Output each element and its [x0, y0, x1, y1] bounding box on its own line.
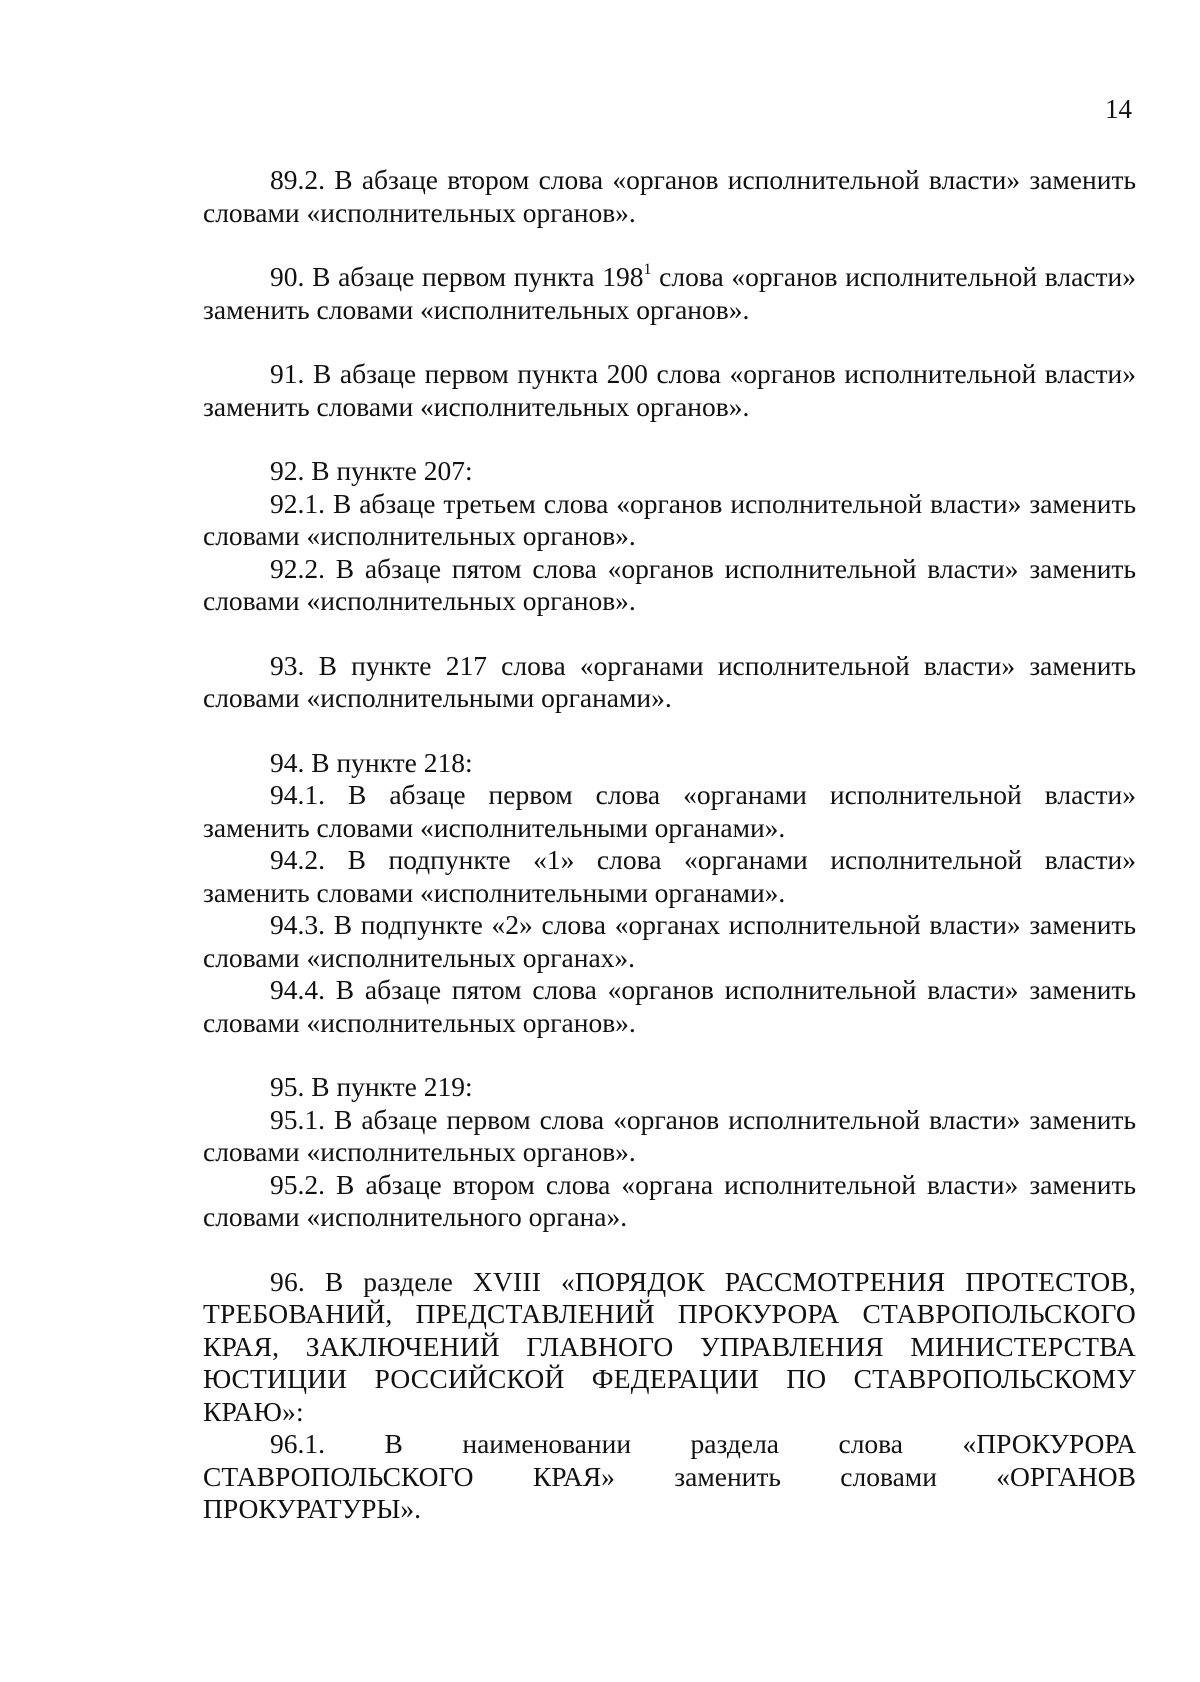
item-90 — [203, 261, 1136, 326]
paragraph: 95.2. В абзаце втором слова «органа исполнительной власти» заменить словами «исполнительного органа». — [203, 1168, 1136, 1232]
paragraph: 95. В пункте 219: — [270, 1071, 473, 1102]
paragraph: 92. В пункте 207: — [270, 455, 473, 486]
paragraph: 94.3. В подпункте «2» слова «органах исполнительной власти» заменить словами «исполнительных органах». — [203, 909, 1136, 973]
item-95 — [203, 1071, 1136, 1234]
paragraph: 96. В разделе XVIII «ПОРЯДОК РАССМОТРЕНИЯ ПРОТЕСТОВ, ТРЕБОВАНИЙ, ПРЕДСТАВЛЕНИЙ ПРОКУРОРА СТАВРОПОЛЬСКОГО КРАЯ, ЗАКЛЮЧЕНИЙ ГЛАВНОГО УПРАВЛЕНИЯ МИНИСТЕРСТВА ЮСТИЦИИ РОССИЙСКОЙ ФЕДЕРАЦИИ ПО СТАВРОПОЛЬСКОМУ КРАЮ»: — [203, 1265, 1136, 1427]
paragraph: 91. В абзаце первом пункта 200 слова «органов исполнительной власти» заменить словами «исполнительных органов». — [203, 358, 1136, 422]
paragraph: 94.4. В абзаце пятом слова «органов исполнительной власти» заменить словами «исполнительных органов». — [203, 974, 1136, 1038]
superscript-number: 1 — [643, 260, 652, 278]
item-94 — [203, 747, 1136, 1040]
paragraph: 94.1. В абзаце первом слова «органами исполнительной власти» заменить словами «исполнительными органами». — [203, 779, 1136, 843]
item-92 — [203, 455, 1136, 618]
item-89-2 — [203, 164, 1136, 229]
document-body — [203, 164, 1136, 1558]
item-93 — [203, 650, 1136, 715]
item-91 — [203, 358, 1136, 423]
paragraph: 89.2. В абзаце втором слова «органов исполнительной власти» заменить словами «исполнительных органов». — [203, 164, 1136, 228]
paragraph — [203, 261, 1136, 326]
paragraph: 95.1. В абзаце первом слова «органов исполнительной власти» заменить словами «исполнительных органов». — [203, 1103, 1136, 1167]
paragraph: 93. В пункте 217 слова «органами исполнительной власти» заменить словами «исполнительными органами». — [203, 649, 1136, 713]
item-90-text-end: слова «органов исполнительной власти» заменить словами «исполнительных органов». — [203, 261, 1137, 325]
paragraph: 94. В пункте 218: — [270, 746, 473, 778]
page-number: 14 — [1105, 94, 1132, 124]
paragraph: 94.2. В подпункте «1» слова «органами исполнительной власти» заменить словами «исполнительными органами». — [203, 844, 1136, 908]
item-96 — [203, 1266, 1136, 1526]
item-90-text-start: 90. В абзаце первом пункта 198 — [270, 261, 644, 292]
paragraph: 96.1. В наименовании раздела слова «ПРОКУРОРА СТАВРОПОЛЬСКОГО КРАЯ» заменить словами «ОРГАНОВ ПРОКУРАТУРЫ». — [203, 1428, 1136, 1524]
paragraph: 92.1. В абзаце третьем слова «органов исполнительной власти» заменить словами «исполнительных органов». — [203, 487, 1136, 551]
paragraph: 92.2. В абзаце пятом слова «органов исполнительной власти» заменить словами «исполнительных органов». — [203, 552, 1136, 616]
